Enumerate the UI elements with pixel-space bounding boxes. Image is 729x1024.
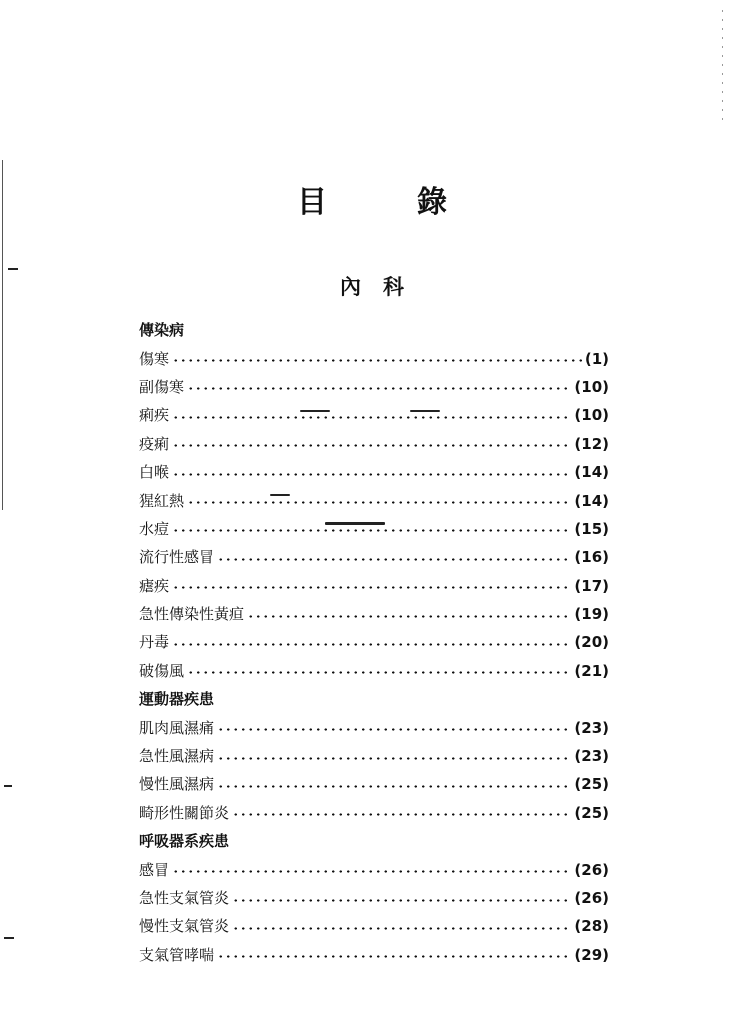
- section-title-char: 科: [383, 274, 404, 299]
- toc-dot-leader: [172, 870, 571, 873]
- toc-dot-leader: [172, 529, 571, 532]
- scan-mark: [8, 268, 18, 270]
- toc-entry-label: 感冒: [139, 860, 170, 879]
- toc-entry: [139, 770, 609, 798]
- toc-page-number: (15): [574, 519, 609, 538]
- toc-entry-label: 慢性風濕病: [139, 775, 215, 794]
- toc-dot-leader: [172, 473, 571, 476]
- toc-page-number: (1): [584, 349, 609, 368]
- toc-entry: [139, 344, 609, 372]
- toc-page-number: (26): [574, 860, 609, 879]
- toc-entry-label: 丹毒: [139, 633, 170, 652]
- toc-page-number: (17): [574, 576, 609, 595]
- page-title-char: 錄: [417, 185, 447, 220]
- toc-dot-leader: [172, 444, 571, 447]
- toc-entry: [139, 373, 609, 401]
- print-smudge: [300, 410, 330, 412]
- page-title-char: 目: [297, 185, 327, 220]
- toc-heading-label: 呼吸器系疾患: [139, 832, 230, 851]
- toc-entry-label: 痢疾: [139, 406, 170, 425]
- toc-page-number: (23): [574, 718, 609, 737]
- page-title: [0, 183, 729, 223]
- toc-entry-label: 疫痢: [139, 434, 170, 453]
- print-smudge: [325, 522, 385, 525]
- toc-page-number: (26): [574, 889, 609, 907]
- toc-heading-label: 傳染病: [139, 321, 185, 340]
- toc-entry-label: 肌肉風濕痛: [139, 718, 215, 737]
- toc-dot-leader: [217, 955, 571, 958]
- toc-dot-leader: [232, 813, 571, 816]
- toc-entry: [139, 855, 609, 883]
- toc-entry: [139, 486, 609, 514]
- scan-mark: [4, 937, 14, 939]
- toc-page-number: (21): [574, 661, 609, 680]
- toc-entry: [139, 600, 609, 628]
- toc-heading: [139, 827, 609, 855]
- toc-entry: [139, 799, 609, 827]
- toc-dot-leader: [187, 387, 571, 390]
- toc-entry-label: 畸形性關節炎: [139, 803, 230, 822]
- toc-page-number: (14): [574, 491, 609, 510]
- toc-page-number: (10): [574, 406, 609, 425]
- toc-entry: [139, 884, 609, 912]
- print-smudge: [410, 410, 440, 412]
- toc-entry: [139, 742, 609, 770]
- section-title-char: 內: [340, 274, 361, 299]
- toc-entry: [139, 912, 609, 940]
- toc-page-number: (29): [574, 945, 609, 964]
- toc-heading: [139, 685, 609, 713]
- toc-entry: [139, 543, 609, 571]
- toc-dot-leader: [172, 586, 571, 589]
- toc-heading: [139, 316, 609, 344]
- toc-page-number: (20): [574, 633, 609, 652]
- toc-entry: [139, 713, 609, 741]
- toc-page-number: (23): [574, 747, 609, 766]
- toc-entry-label: 猩紅熱: [139, 491, 185, 510]
- toc-entry: [139, 572, 609, 600]
- toc-dot-leader: [172, 416, 571, 419]
- toc-entry-label: 水痘: [139, 519, 170, 538]
- toc-page-number: (28): [574, 917, 609, 936]
- toc-dot-leader: [172, 643, 571, 646]
- toc-entry-label: 急性傳染性黃疸: [139, 605, 245, 624]
- toc-entry-label: 白喉: [139, 463, 170, 482]
- scan-mark: [4, 785, 12, 787]
- toc-page-number: (25): [574, 803, 609, 822]
- toc-dot-leader: [217, 728, 571, 731]
- toc-dot-leader: [217, 558, 571, 561]
- toc-entry-label: 慢性支氣管炎: [139, 917, 230, 936]
- toc-entry-label: 傷寒: [139, 349, 170, 368]
- toc-entry: [139, 515, 609, 543]
- toc-entry: [139, 458, 609, 486]
- toc-entry: [139, 430, 609, 458]
- scan-edge-dots: [722, 10, 723, 120]
- toc-entry: [139, 941, 609, 969]
- print-smudge: [270, 494, 290, 496]
- toc-page-number: (14): [574, 463, 609, 482]
- toc-dot-leader: [232, 899, 571, 902]
- toc-entry-label: 瘧疾: [139, 576, 170, 595]
- toc-entry: [139, 401, 609, 429]
- toc-dot-leader: [247, 615, 571, 618]
- toc-dot-leader: [172, 359, 582, 362]
- toc-entry: [139, 657, 609, 685]
- toc-dot-leader: [217, 757, 571, 760]
- toc-entry-label: 流行性感冒: [139, 548, 215, 567]
- toc-entry-label: 破傷風: [139, 661, 185, 680]
- toc-dot-leader: [187, 671, 571, 674]
- toc-heading-label: 運動器疾患: [139, 690, 215, 709]
- section-title: [0, 272, 729, 302]
- table-of-contents: [139, 316, 609, 969]
- toc-page-number: (25): [574, 775, 609, 794]
- toc-dot-leader: [187, 501, 571, 504]
- toc-page-number: (19): [574, 605, 609, 624]
- toc-dot-leader: [217, 785, 571, 788]
- toc-entry-label: 急性支氣管炎: [139, 889, 230, 907]
- toc-dot-leader: [232, 927, 571, 930]
- toc-entry-label: 副傷寒: [139, 377, 185, 396]
- toc-page-number: (12): [574, 434, 609, 453]
- toc-page-number: (16): [574, 548, 609, 567]
- toc-entry-label: 急性風濕病: [139, 747, 215, 766]
- toc-entry: [139, 628, 609, 656]
- toc-page-number: (10): [574, 377, 609, 396]
- toc-entry-label: 支氣管哮喘: [139, 945, 215, 964]
